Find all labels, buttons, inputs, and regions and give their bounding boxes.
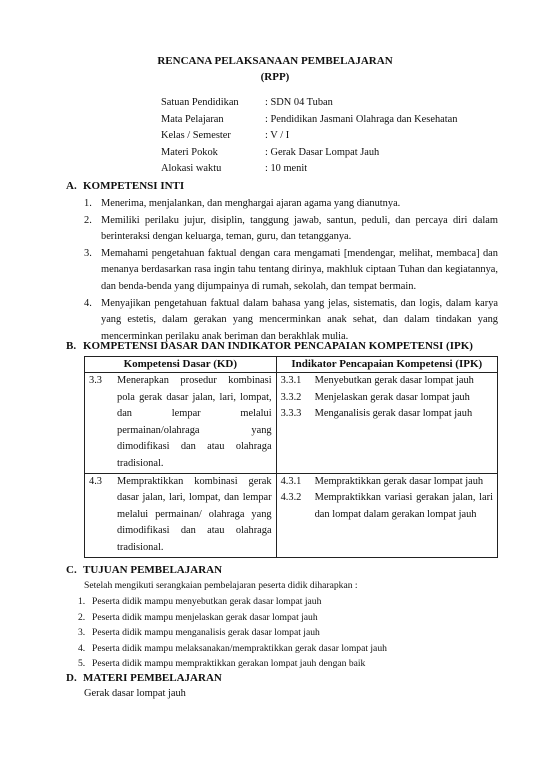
table-header-row	[85, 357, 498, 373]
section-title: TUJUAN PEMBELAJARAN	[83, 564, 223, 576]
list-text: Peserta didik mampu melaksanakan/mempraktikkan gerak dasar lompat jauh	[92, 642, 387, 654]
objective-list	[78, 594, 498, 672]
identity-row	[161, 95, 457, 112]
list-item	[78, 625, 498, 641]
section-a-heading	[66, 180, 184, 192]
list-item	[78, 610, 498, 626]
identity-row	[161, 128, 457, 145]
identity-key: Satuan Pendidikan	[161, 97, 239, 108]
ipk-cell	[276, 373, 497, 474]
ipk-item	[281, 490, 493, 523]
section-title: MATERI PEMBELAJARAN	[83, 672, 222, 684]
ipk-cell	[276, 473, 497, 557]
kd-text: Menerapkan prosedur kombinasi pola gerak dasar jalan, lari, lompat, dan lempar melalui permainan/olahraga yang dimodifikasi dan atau olahraga tradisional.	[117, 375, 272, 469]
kd-cell	[85, 373, 277, 474]
identity-value: : SDN 04 Tuban	[265, 97, 333, 108]
table-row	[85, 373, 498, 474]
document-subtitle: (RPP)	[260, 71, 290, 83]
identity-row	[161, 161, 457, 178]
identity-key: Alokasi waktu	[161, 163, 222, 175]
list-item	[84, 196, 498, 213]
identity-key: Mata Pelajaran	[161, 113, 224, 125]
ipk-text: Mempraktikkan variasi gerakan jalan, lari dan lompat dalam gerakan lompat jauh	[314, 492, 493, 520]
section-d-heading	[66, 672, 222, 684]
list-item	[78, 594, 498, 610]
ipk-item	[281, 390, 493, 407]
document-title: RENCANA PELAKSANAAN PEMBELAJARAN	[157, 55, 393, 67]
list-text: Peserta didik mampu menjelaskan gerak dasar lompat jauh	[92, 611, 318, 623]
list-number: 1.	[78, 596, 86, 607]
list-number: 1.	[84, 198, 92, 209]
section-letter: D.	[66, 672, 77, 684]
list-text: Peserta didik mampu menganalisis gerak dasar lompat jauh	[92, 627, 320, 639]
identity-value: : V / I	[265, 130, 290, 142]
kd-number: 4.3	[89, 475, 102, 487]
list-number: 2.	[84, 214, 92, 226]
list-text: Menerima, menjalankan, dan menghargai ajaran agama yang dianutnya.	[101, 198, 401, 209]
section-letter: B.	[66, 340, 77, 352]
ipk-number: 4.3.1	[280, 475, 302, 487]
ipk-number: 4.3.2	[280, 492, 302, 504]
ipk-text: Menganalisis gerak dasar lompat jauh	[314, 408, 473, 420]
competence-table	[84, 356, 498, 558]
identity-row	[161, 112, 457, 129]
list-number: 2.	[78, 611, 86, 623]
list-item	[78, 641, 498, 657]
kd-text: Mempraktikkan kombinasi gerak dasar jalan, lari, lompat, dan lempar melalui permainan/ olahraga yang dimodifikasi dan atau olahraga tradisional.	[117, 475, 272, 553]
identity-key: Kelas / Semester	[161, 130, 231, 142]
identity-value: : 10 menit	[265, 163, 308, 175]
section-b-heading	[66, 340, 473, 352]
list-number: 3.	[78, 627, 86, 639]
list-item	[84, 296, 498, 346]
section-title: KOMPETENSI INTI	[83, 180, 185, 192]
list-text: Peserta didik mampu mempraktikkan gerakan lompat jauh dengan baik	[92, 658, 366, 670]
section-letter: A.	[66, 180, 77, 192]
ipk-number: 3.3.2	[280, 391, 302, 403]
table-header-ipk: Indikator Pencapaian Kompetensi (IPK)	[276, 357, 497, 373]
list-text: Memahami pengetahuan faktual dengan cara mengamati [mendengar, melihat, membaca] dan menanya berdasarkan rasa ingin tahu tentang dirinya, makhluk ciptaan Tuhan dan kegiatannya, dan benda-benda yang dijumpainya di rumah, sekolah, dan tempat bermain.	[101, 247, 498, 292]
material-body: Gerak dasar lompat jauh	[84, 688, 186, 699]
section-letter: C.	[66, 564, 77, 576]
identity-block	[161, 95, 457, 178]
identity-row	[161, 145, 457, 162]
objective-intro: Setelah mengikuti serangkaian pembelajaran peserta didik diharapkan :	[84, 580, 358, 591]
list-text: Menyajikan pengetahuan faktual dalam bahasa yang jelas, sistematis, dan logis, dalam karya yang estetis, dalam gerakan yang mencerminkan anak sehat, dan dalam tindakan yang mencerminkan perilaku anak beriman dan berakhlak mulia.	[101, 297, 498, 342]
ipk-text: Menyebutkan gerak dasar lompat jauh	[314, 375, 474, 386]
list-number: 3.	[84, 247, 92, 259]
core-competence-list	[84, 196, 498, 345]
ipk-item	[281, 474, 493, 491]
list-text: Memiliki perilaku jujur, disiplin, tanggung jawab, santun, peduli, dan percaya diri dalam berinteraksi dengan keluarga, teman, guru, dan tetangganya.	[101, 214, 498, 243]
list-item	[84, 213, 498, 246]
identity-value: : Pendidikan Jasmani Olahraga dan Kesehatan	[265, 113, 458, 125]
kd-cell	[85, 473, 277, 557]
ipk-item	[281, 406, 493, 423]
ipk-text: Menjelaskan gerak dasar lompat jauh	[314, 391, 470, 403]
section-c-heading	[66, 564, 222, 576]
ipk-item	[281, 373, 493, 390]
list-number: 5.	[78, 658, 86, 670]
list-item	[78, 656, 498, 672]
list-text: Peserta didik mampu menyebutkan gerak dasar lompat jauh	[92, 596, 322, 607]
table-header-kd: Kompetensi Dasar (KD)	[85, 357, 277, 373]
list-item	[84, 246, 498, 296]
identity-value: : Gerak Dasar Lompat Jauh	[265, 146, 380, 158]
kd-number: 3.3	[89, 375, 102, 386]
list-number: 4.	[78, 642, 86, 654]
ipk-text: Mempraktikkan gerak dasar lompat jauh	[314, 475, 484, 487]
ipk-number: 3.3.3	[280, 408, 302, 420]
table-row	[85, 473, 498, 557]
identity-key: Materi Pokok	[161, 146, 218, 158]
ipk-number: 3.3.1	[280, 375, 302, 386]
section-title: KOMPETENSI DASAR DAN INDIKATOR PENCAPAIAN KOMPETENSI (IPK)	[83, 340, 473, 352]
list-number: 4.	[84, 297, 92, 309]
